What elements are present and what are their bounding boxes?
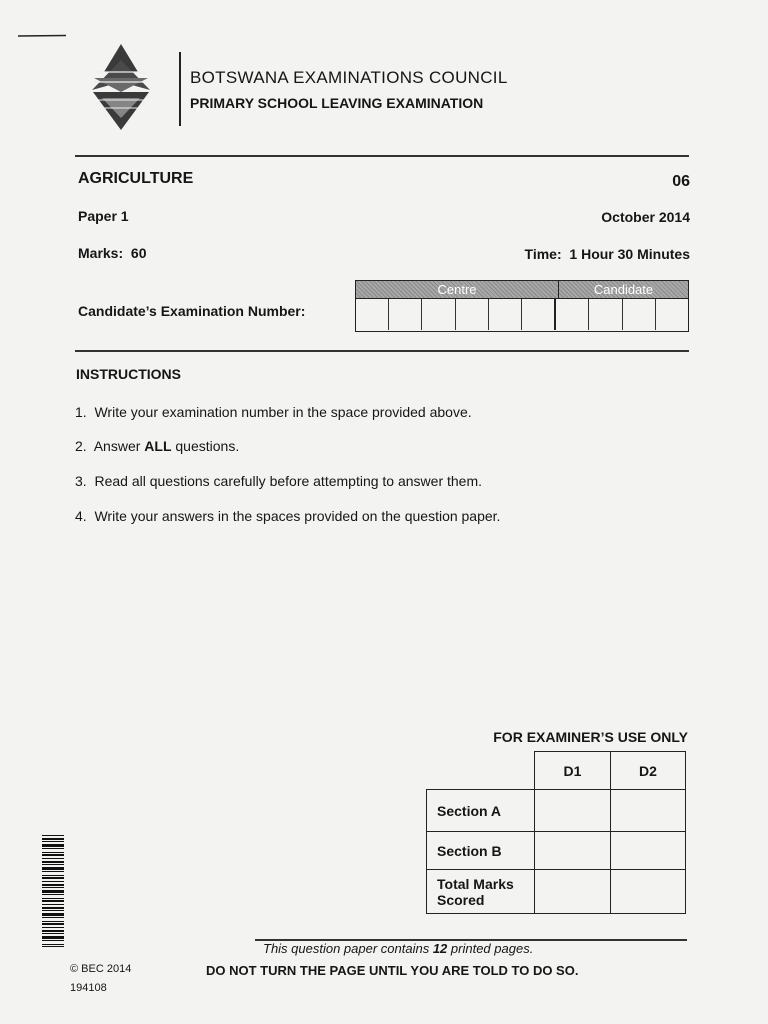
- instruction-text: Answer: [93, 438, 145, 454]
- centre-heading: Centre: [356, 281, 559, 298]
- instruction-number: 3.: [75, 473, 87, 489]
- marks-info: [78, 245, 147, 261]
- centre-digit-box[interactable]: [489, 299, 522, 330]
- candidate-digit-box[interactable]: [623, 299, 656, 330]
- column-header-d2: D2: [611, 752, 686, 790]
- instructions-title: INSTRUCTIONS: [76, 366, 181, 382]
- time-value: 1 Hour 30 Minutes: [569, 246, 690, 262]
- serial-number: 194108: [70, 982, 107, 994]
- subject-title: AGRICULTURE: [78, 170, 194, 187]
- page-count: 12: [432, 941, 448, 956]
- council-name: BOTSWANA EXAMINATIONS COUNCIL: [190, 68, 508, 87]
- table-corner: [427, 752, 535, 790]
- centre-digit-box[interactable]: [356, 299, 389, 330]
- mark-cell[interactable]: [535, 832, 611, 870]
- centre-digit-box[interactable]: [422, 299, 455, 330]
- time-info: [525, 246, 690, 262]
- row-label-total: Total Marks Scored: [427, 870, 535, 914]
- middle-rule: [75, 350, 689, 352]
- marks-label: Marks:: [78, 245, 124, 261]
- barcode-icon: [42, 835, 64, 947]
- mark-cell[interactable]: [611, 790, 686, 832]
- instruction-item: [75, 508, 500, 524]
- exam-name: PRIMARY SCHOOL LEAVING EXAMINATION: [190, 95, 484, 111]
- mark-cell[interactable]: [535, 870, 611, 914]
- page-count-note: [263, 941, 533, 956]
- row-label-section-b: Section B: [427, 832, 535, 870]
- instruction-text: Write your examination number in the space provided above.: [94, 404, 472, 420]
- candidate-number-grid: [355, 280, 689, 332]
- column-header-d1: D1: [535, 752, 611, 790]
- centre-digit-box[interactable]: [389, 299, 422, 330]
- mark-cell[interactable]: [535, 790, 611, 832]
- pen-mark: [18, 34, 68, 38]
- candidate-digit-box[interactable]: [556, 299, 589, 330]
- candidate-digit-box[interactable]: [589, 299, 622, 330]
- exam-date: October 2014: [601, 209, 690, 225]
- paper-number: Paper 1: [78, 208, 129, 224]
- instruction-item: [75, 404, 472, 420]
- header-divider: [179, 52, 181, 126]
- centre-digit-box[interactable]: [456, 299, 489, 330]
- page-count-text: This question paper contains: [263, 941, 433, 956]
- candidate-digit-box[interactable]: [656, 299, 688, 330]
- instruction-item: [75, 473, 482, 489]
- instruction-text: Write your answers in the spaces provided on the question paper.: [94, 508, 501, 524]
- time-label: Time:: [524, 246, 562, 262]
- mark-cell[interactable]: [611, 832, 686, 870]
- centre-digit-box[interactable]: [522, 299, 556, 330]
- row-label-section-a: Section A: [427, 790, 535, 832]
- instruction-text: questions.: [171, 438, 240, 454]
- instruction-number: 1.: [75, 404, 87, 420]
- candidate-heading: Candidate: [559, 281, 688, 298]
- instruction-text: Read all questions carefully before attempting to answer them.: [94, 473, 483, 489]
- instruction-emphasis: ALL: [144, 438, 172, 454]
- page-count-text: printed pages.: [447, 941, 534, 956]
- do-not-turn-warning: DO NOT TURN THE PAGE UNTIL YOU ARE TOLD TO DO SO.: [206, 963, 579, 978]
- copyright: © BEC 2014: [70, 963, 132, 975]
- instruction-number: 2.: [75, 438, 87, 454]
- subject-code: 06: [672, 173, 690, 190]
- examiner-marks-table: [426, 751, 686, 914]
- marks-value: 60: [130, 245, 147, 261]
- instruction-number: 4.: [75, 508, 87, 524]
- bec-logo-icon: [88, 42, 154, 132]
- candidate-number-label: Candidate’s Examination Number:: [78, 303, 306, 319]
- instruction-item: [75, 438, 239, 454]
- examiner-use-title: FOR EXAMINER’S USE ONLY: [493, 729, 688, 745]
- mark-cell[interactable]: [611, 870, 686, 914]
- top-rule: [75, 155, 689, 157]
